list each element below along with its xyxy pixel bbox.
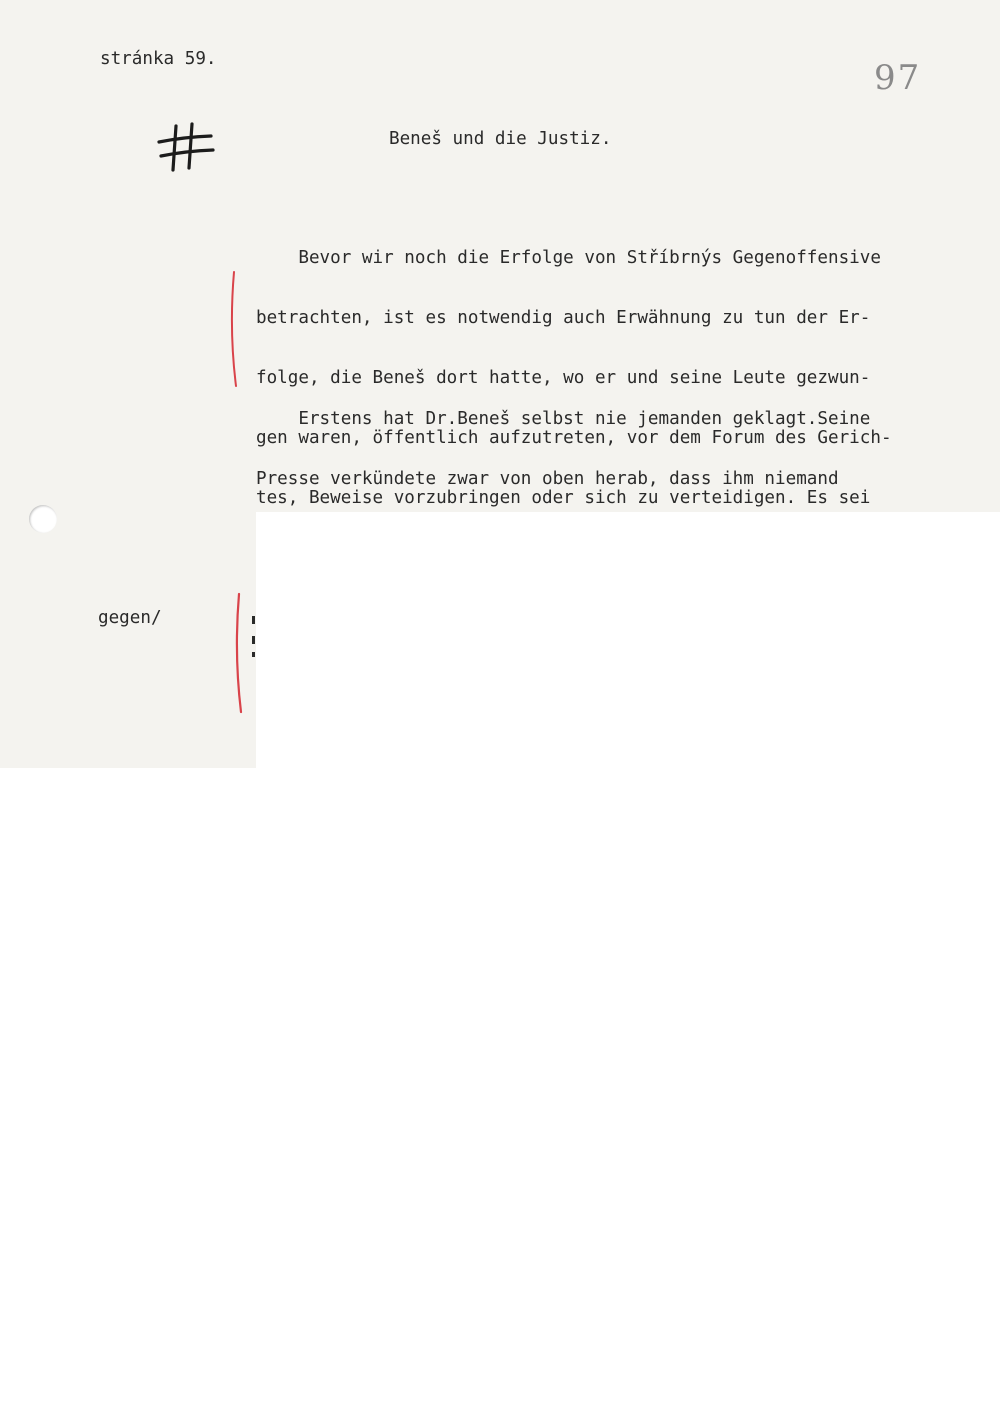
text-line: Erstens hat Dr.Beneš selbst nie jemanden geklagt.Seine <box>256 409 871 429</box>
text-line: gen waren, öffentlich aufzutreten, vor dem Forum des Gerich- <box>256 428 892 448</box>
punch-hole <box>29 505 57 533</box>
blank-area <box>0 768 256 1401</box>
text-line: betrachten, ist es notwendig auch Erwähnung zu tun der Er- <box>256 308 871 328</box>
hash-mark-icon <box>156 122 216 174</box>
text-line: tes, Beweise vorzubringen oder sich zu verteidigen. Es sei <box>256 488 871 508</box>
blank-area <box>256 512 1000 1401</box>
text-line: Bevor wir noch die Erfolge von Stříbrnýs Gegenoffensive <box>256 248 881 268</box>
text-line: Presse verkündete zwar von oben herab, dass ihm niemand <box>256 469 839 489</box>
red-margin-mark <box>230 592 248 716</box>
continuation-word: gegen/ <box>98 608 162 628</box>
document-title: Beneš und die Justiz. <box>389 129 612 149</box>
red-margin-mark <box>226 270 242 390</box>
text-line: folge, die Beneš dort hatte, wo er und seine Leute gezwun- <box>256 368 871 388</box>
archive-number: 97 <box>874 58 922 98</box>
page-label: stránka 59. <box>100 49 217 69</box>
